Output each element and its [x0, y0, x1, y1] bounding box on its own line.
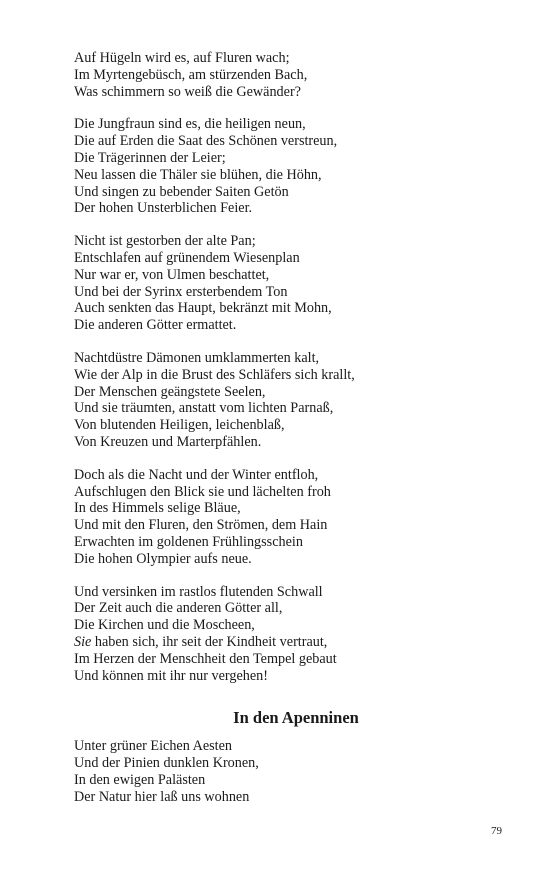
verse-line: Was schimmern so weiß die Gewänder?: [74, 83, 301, 100]
verse-line: Doch als die Nacht und der Winter entfloh,: [74, 466, 319, 483]
stanza-1: [74, 50, 494, 100]
next-poem-stanza: [74, 738, 494, 805]
verse-line: Nachtdüstre Dämonen umklammerten kalt,: [74, 349, 320, 366]
verse-line: Wie der Alp in die Brust des Schläfers sich krallt,: [74, 366, 355, 383]
verse-line: Der Natur hier laß uns wohnen: [74, 788, 250, 805]
stanza-3: [74, 233, 494, 334]
stanza-6: [74, 584, 494, 685]
verse-line: Die anderen Götter ermattet.: [74, 317, 237, 334]
stanza-2: [74, 116, 494, 217]
verse-line: Neu lassen die Thäler sie blühen, die Höhn,: [74, 166, 322, 183]
verse-line: Auf Hügeln wird es, auf Fluren wach;: [74, 50, 290, 66]
verse-line: In des Himmels selige Bläue,: [74, 500, 241, 517]
verse-line: Die auf Erden die Saat des Schönen verstreun,: [74, 133, 338, 150]
verse-line: Die hohen Olympier aufs neue.: [74, 550, 252, 567]
poem-heading: In den Apenninen: [233, 708, 359, 728]
verse-line: Der hohen Unsterblichen Feier.: [74, 200, 253, 217]
verse-line-italic-start: [74, 634, 494, 651]
stanza-5: [74, 467, 494, 568]
verse-line: Die Kirchen und die Moscheen,: [74, 617, 255, 634]
verse-line: Und bei der Syrinx ersterbendem Ton: [74, 283, 288, 300]
verse-line: Im Herzen der Menschheit den Tempel gebaut: [74, 650, 337, 667]
italic-line-rest: haben sich, ihr seit der Kindheit vertraut,: [91, 633, 328, 650]
verse-line: Nur war er, von Ulmen beschattet,: [74, 266, 270, 283]
verse-line: Und mit den Fluren, den Strömen, dem Hain: [74, 517, 328, 534]
verse-line: Und versinken im rastlos flutenden Schwall: [74, 583, 323, 600]
poem-text: [74, 50, 494, 821]
stanza-4: [74, 350, 494, 451]
verse-line: Und können mit ihr nur vergehen!: [74, 667, 268, 684]
verse-line: Die Trägerinnen der Leier;: [74, 149, 226, 166]
verse-line: Der Menschen geängstete Seelen,: [74, 383, 266, 400]
verse-line: Und der Pinien dunklen Kronen,: [74, 755, 259, 772]
verse-line: Nicht ist gestorben der alte Pan;: [74, 233, 256, 250]
verse-line: Von Kreuzen und Marterpfählen.: [74, 433, 262, 450]
verse-line: Auch senkten das Haupt, bekränzt mit Mohn,: [74, 300, 332, 317]
verse-line: Aufschlugen den Blick sie und lächelten froh: [74, 483, 331, 500]
verse-line: Der Zeit auch die anderen Götter all,: [74, 600, 283, 617]
verse-line: Entschlafen auf grünendem Wiesenplan: [74, 249, 300, 266]
verse-line: Erwachten im goldenen Frühlingsschein: [74, 533, 303, 550]
verse-line: Von blutenden Heiligen, leichenblaß,: [74, 417, 285, 434]
page-number: 79: [491, 825, 502, 837]
verse-line: Und sie träumten, anstatt vom lichten Parnaß,: [74, 400, 334, 417]
verse-line: Und singen zu bebender Saiten Getön: [74, 183, 289, 200]
verse-line: Die Jungfraun sind es, die heiligen neun,: [74, 116, 306, 133]
verse-line: In den ewigen Palästen: [74, 771, 206, 788]
italic-word: Sie: [74, 633, 92, 650]
verse-line: Unter grüner Eichen Aesten: [74, 738, 232, 755]
verse-line: Im Myrtengebüsch, am stürzenden Bach,: [74, 66, 308, 83]
